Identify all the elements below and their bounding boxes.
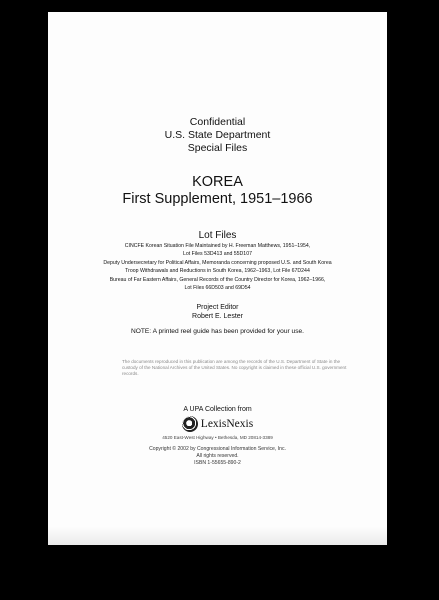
publisher-logo [48,416,387,432]
lot-file-line: Troop Withdrawals and Reductions in South Korea, 1962–1963, Lot File 67D244 [125,268,310,275]
lot-file-line: Bureau of Far Eastern Affairs, General Records of the Country Director for Korea, 1962–1966, [109,276,326,283]
lot-file-line: Lot Files 53D413 and 55D107 [183,251,252,258]
page-subtitle: First Supplement, 1951–1966 [122,191,313,207]
header-line-1: Confidential [189,116,246,128]
copyright-line: Copyright © 2002 by Congressional Information Service, Inc. [149,446,286,452]
lot-files-heading: Lot Files [198,230,237,241]
editor-name: Robert E. Lester [192,312,243,320]
project-editor [48,304,387,321]
copyright-block [48,446,387,466]
page-title: KOREA [192,174,243,190]
copyright-disclaimer: The documents reproduced in this publication are among the records of the U.S. Department of State in the custody of the National Archives of the United States. No copyright is claimed in these official U.S. government records. [122,359,347,376]
header-line-2: U.S. State Department [164,129,271,141]
lot-file-line: Deputy Undersecretary for Political Affairs, Memoranda concerning proposed U.S. and South Korea [103,259,332,266]
lot-file-line: CINCFE Korean Situation File Maintained by H. Freeman Matthews, 1951–1954, [124,243,311,249]
header-block [48,116,387,155]
lexisnexis-logo-icon [182,416,198,432]
title-page [48,12,387,545]
header-line-3: Special Files [187,142,248,154]
rights-line: All rights reserved. [196,452,239,459]
lot-files-list [48,242,387,292]
collection-label: A UPA Collection from [183,406,252,413]
publisher-address: 4520 East-West Highway • Bethesda, MD 20814-3389 [162,435,273,440]
editor-label: Project Editor [196,304,239,311]
lot-file-line: Lot Files 66D503 and 69D54 [184,285,251,292]
reel-guide-note: NOTE: A printed reel guide has been provided for your use. [130,328,304,335]
logo-text: LexisNexis [200,418,254,430]
isbn-line: ISBN 1-55655-890-2 [194,459,241,466]
